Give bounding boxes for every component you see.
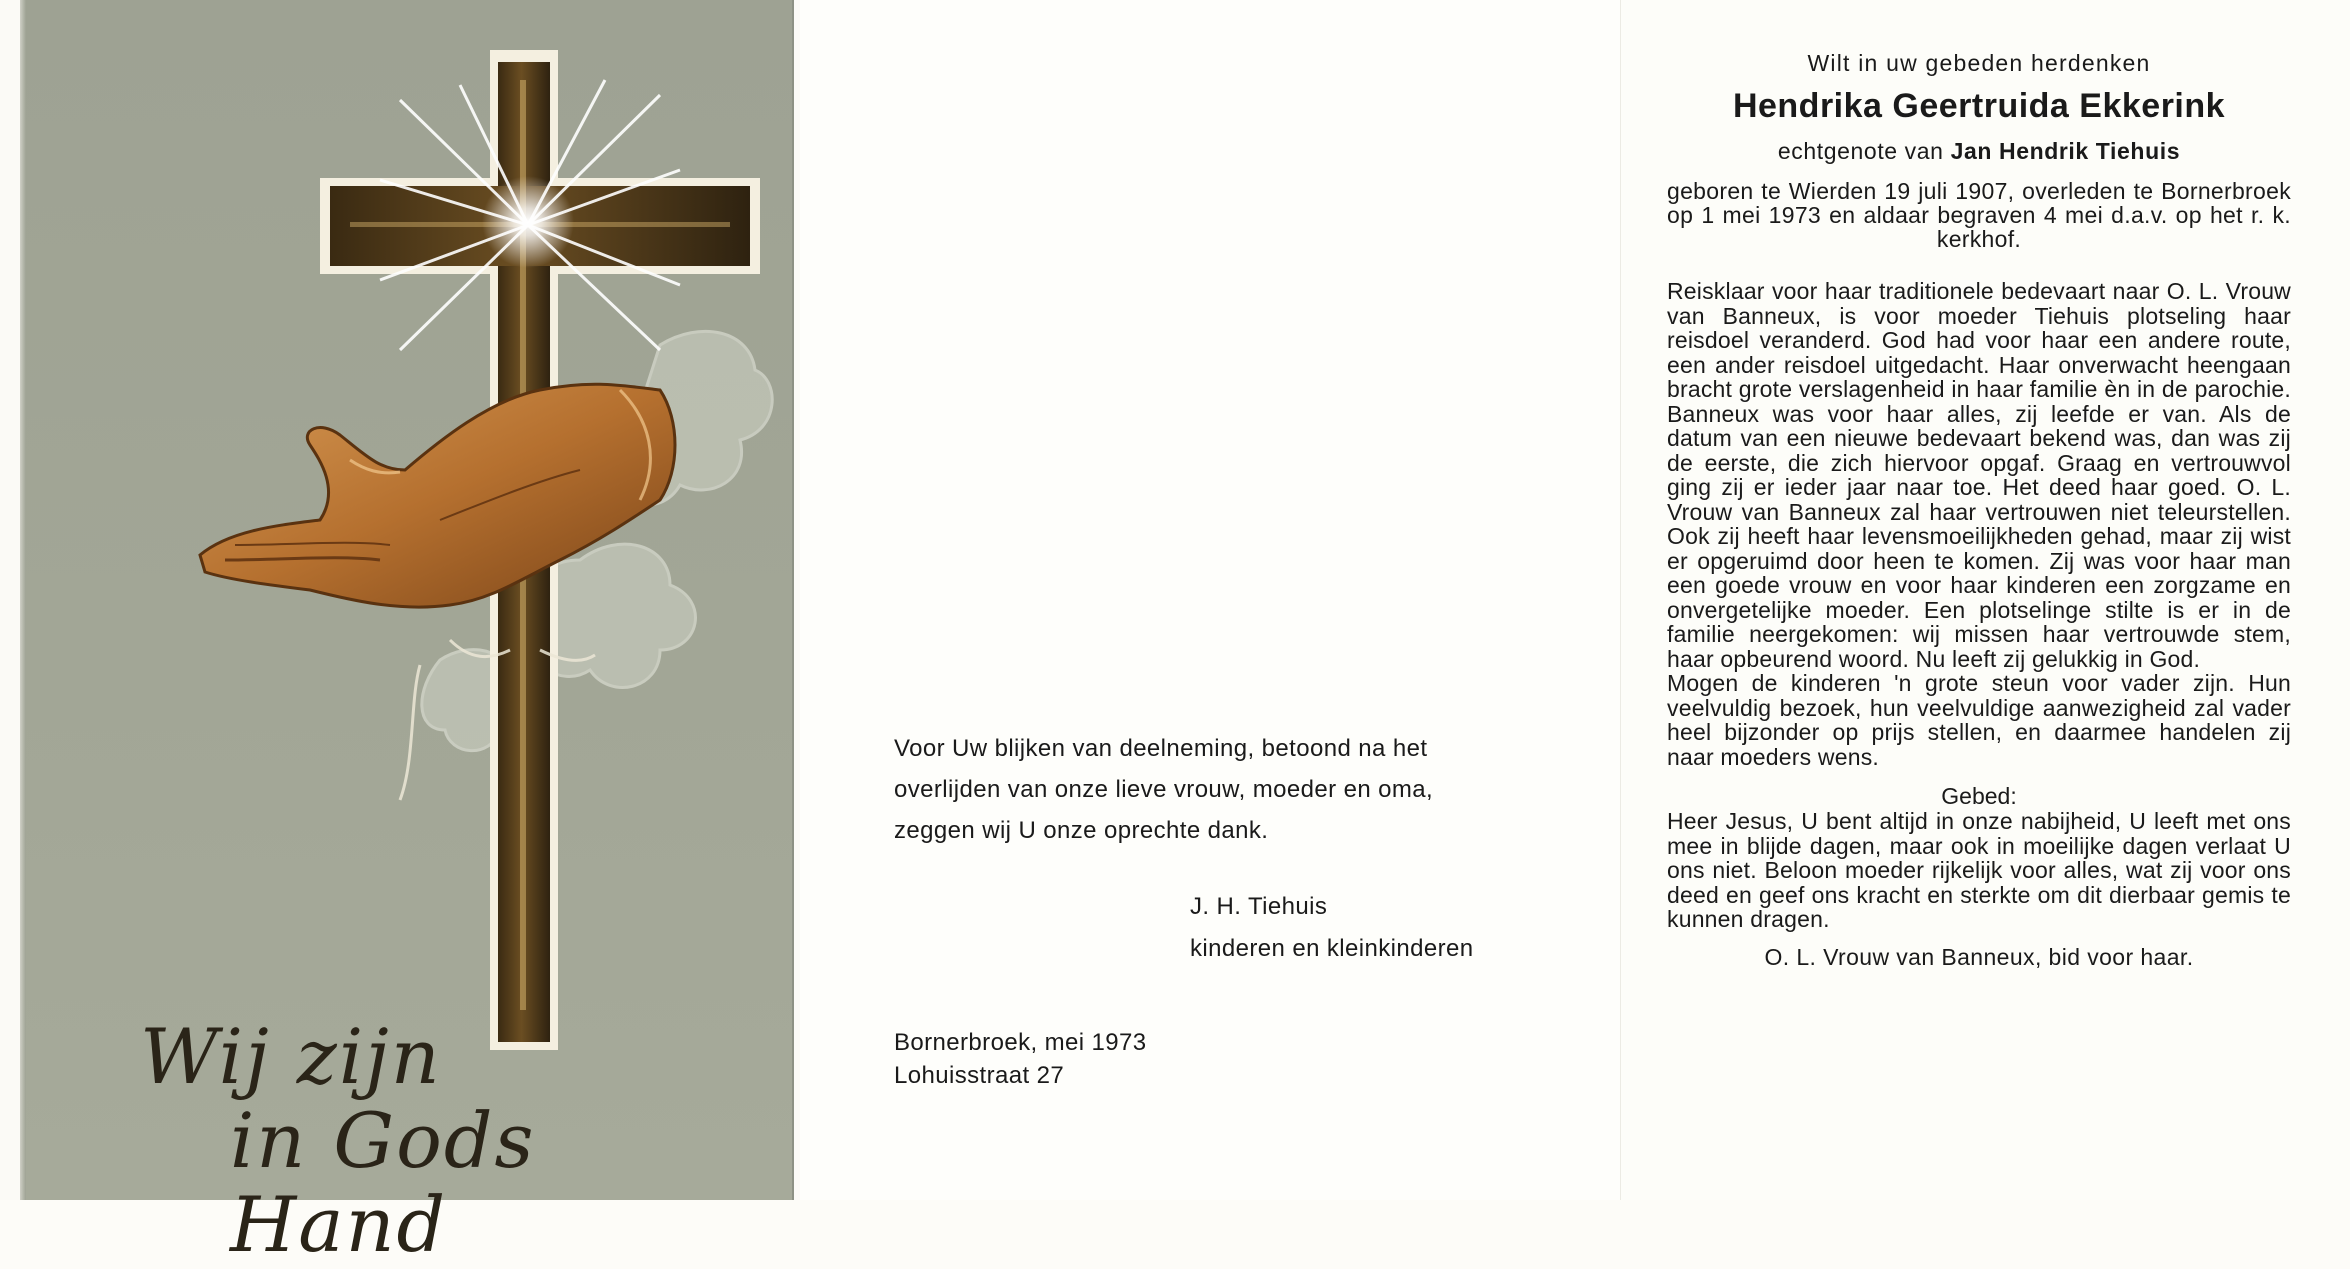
closing-invocation: O. L. Vrouw van Banneux, bid voor haar. [1764,943,2194,970]
address-line: Lohuisstraat 27 [894,1062,1065,1089]
commemorate-heading: Wilt in uw gebeden herdenken [1807,50,2151,76]
spouse-prefix: echtgenote van [1777,138,1951,164]
card-front-panel [0,0,800,1269]
signature-line: kinderen en kleinkinderen [1190,935,1474,962]
prayer-text: Heer Jesus, U bent altijd in onze nabijheid, U leeft met ons mee in blijde dagen, maar ook in moeilijke dagen verlaat U ons niet. Beloon moeder rijkelijk voor alles, wat zij voor ons deed en geef ons kracht en sterkte om dit dierbaar gemis te kunnen dragen. [1667,808,2291,932]
card-face [20,0,794,1269]
signature-block [1190,886,1474,970]
thanks-line: zeggen wij U onze oprechte dank. [894,817,1269,844]
obituary-panel [1620,0,2350,1200]
thank-you-text [894,728,1534,851]
place-and-address [894,1026,1147,1092]
motto-line-1: Wij zijn [140,1012,442,1101]
deceased-name: Hendrika Geertruida Ekkerink [1732,87,2226,125]
thank-you-panel [800,0,1620,1200]
signature-line: J. H. Tiehuis [1190,893,1328,920]
obituary-body [1667,279,2291,769]
motto-line-2: in Gods Hand [230,1096,536,1269]
thanks-line: Voor Uw blijken van deelneming, betoond na het [894,735,1428,762]
glow-star [482,176,574,268]
prayer-title: Gebed: [1941,783,2017,809]
card-motto [140,1012,680,1269]
birth-death-dates: geboren te Wierden 19 juli 1907, overleden te Bornerbroek op 1 mei 1973 en aldaar begraven 4 mei d.a.v. op het r. k. kerkhof. [1667,178,2291,252]
place-line: Bornerbroek, mei 1973 [894,1029,1147,1056]
spouse-name: Jan Hendrik Tiehuis [1950,138,2181,164]
thanks-line: overlijden van onze lieve vrouw, moeder en oma, [894,776,1434,803]
spouse-line [1667,138,2291,165]
body-paragraph: Reisklaar voor haar traditionele bedevaart naar O. L. Vrouw van Banneux, is voor moeder Tiehuis plotseling haar reisdoel veranderd. God had voor haar een andere route, een ander reisdoel uitgedacht. Haar onverwacht heengaan bracht grote verslagenheid in haar familie èn in de parochie. Banneux was voor haar alles, zij leefde er van. Als de datum van een nieuwe bedevaart bekend was, dan was zij de eerste, die zich hiervoor opgaf. Graag en vertrouwvol ging zij er ieder jaar naar toe. Het deed haar goed. O. L. Vrouw van Banneux zal haar vertrouwen niet teleurstellen. Ook zij heeft haar levensmoeilijkheden gehad, maar zij wist er opgeruimd door heen te komen. Zij was voor haar man een goede vrouw en voor haar kinderen een zorgzame en onvergetelijke moeder. Een plotselinge stilte is er in de familie neergekomen: wij missen haar vertrouwde stem, haar opbeurend woord. Nu leeft zij gelukkig in God. [1667,278,2291,672]
body-paragraph: Mogen de kinderen 'n grote steun voor vader zijn. Hun veelvuldig bezoek, hun veelvuldige aanwezigheid zal vader heel bijzonder op prijs stellen, en daarmee handelen zij naar moeders wens. [1667,670,2291,770]
